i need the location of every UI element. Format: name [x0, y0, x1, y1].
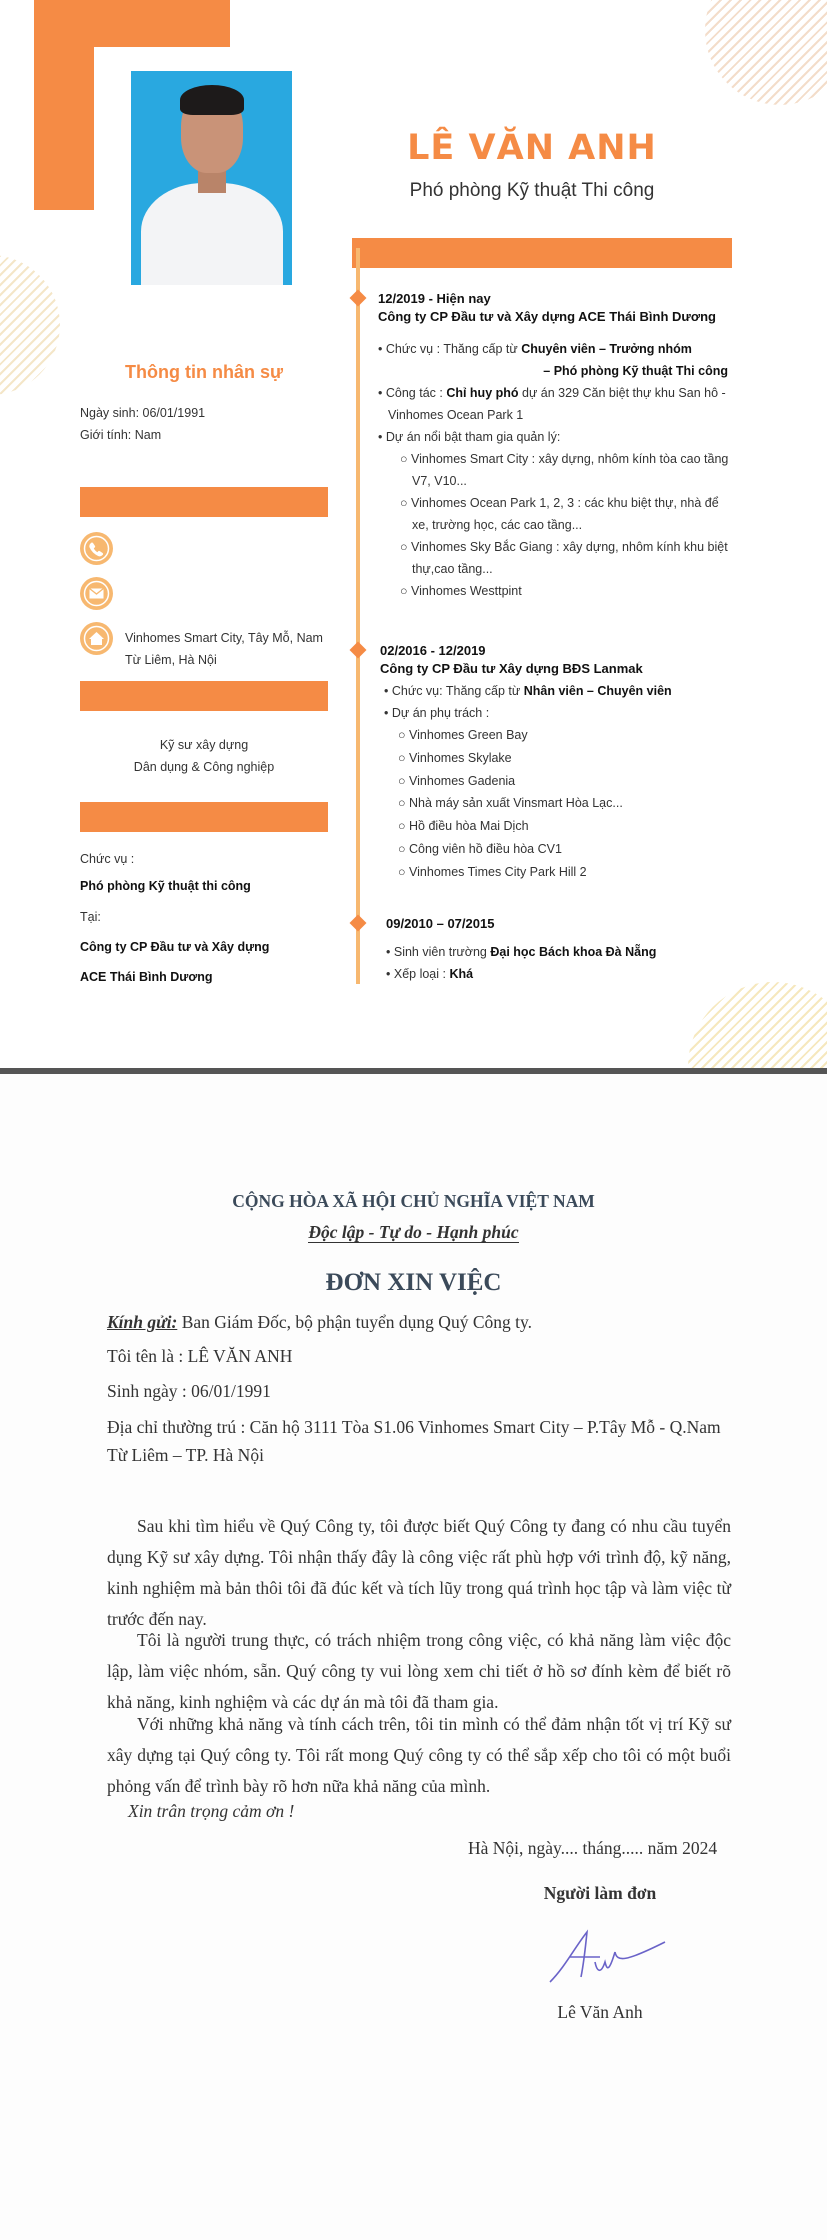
paragraph-1: Sau khi tìm hiểu về Quý Công ty, tôi được biết Quý Công ty đang có nhu cầu tuyển dụng Kỹ sư xây dựng. Tôi nhận thấy đây là công việc rất phù hợp với trình độ, kỹ năng, kinh nghiệm mà bản thôi tôi đã đúc kết và tích lũy trong quá trình học tập và làm việc từ trước đến nay. — [107, 1516, 731, 1629]
position-label: Chức vụ : — [80, 852, 135, 866]
timeline-dot — [350, 290, 367, 307]
job-1: 12/2019 - Hiện nay Công ty CP Đầu tư và Xây dựng ACE Thái Bình Dương • Chức vụ : Thăng cấp từ Chuyên viên – Trưởng nhóm – Phó phòng Kỹ thuật Thi công • Công tác : Chỉ huy phó dự án 329 Căn biệt thự khu San hô - Vinhomes Ocean Park 1 • Dự án nổi bật tham gia quản lý: ○ Vinhomes Smart City : xây dựng, nhôm kính tòa cao tầng V7, V10... ○ Vinhomes Ocean Park 1, 2, 3 : các khu biệt thự, nhà để xe, trường học, các cao tầng... ○ Vinhomes Sky Bắc Giang : xây dựng, nhôm kính khu biệt thự,cao tầng... ○ Vinhomes Westtpint — [378, 288, 738, 602]
right-header-bar — [352, 238, 732, 268]
address-line-1: Địa chỉ thường trú : Căn hộ 3111 Tòa S1.06 Vinhomes Smart City – P.Tây Mỗ - Q.Nam — [107, 1417, 721, 1437]
name-line: Tôi tên là : LÊ VĂN ANH — [107, 1346, 293, 1366]
timeline-dot — [350, 642, 367, 659]
date-line: Hà Nội, ngày.... tháng..... năm 2024 — [468, 1838, 718, 1858]
degree-2: Dân dụng & Công nghiệp — [133, 760, 275, 774]
signer-name: Lê Văn Anh — [557, 2002, 643, 2022]
position-value: Phó phòng Kỹ thuật thi công — [80, 879, 251, 893]
motto: Độc lập - Tự do - Hạnh phúc — [308, 1222, 519, 1242]
job-company: Công ty CP Đầu tư và Xây dựng ACE Thái Bình Dương — [378, 309, 716, 324]
position-bar — [80, 802, 328, 832]
timeline-dot — [350, 915, 367, 932]
contact-bar — [80, 487, 328, 517]
signature — [545, 1922, 675, 1992]
timeline-line — [356, 248, 360, 984]
paragraph-2: Tôi là người trung thực, có trách nhiệm trong công việc, có khả năng làm việc độc lập, làm việc nhóm, sẵn. Quý công ty vui lòng xem chi tiết ở hồ sơ đính kèm để biết rõ khả năng, kinh nghiệm và các dự án mà tôi đã tham gia. — [107, 1630, 731, 1712]
decor-bar-left — [34, 0, 94, 210]
cv-role: Phó phòng Kỹ thuật Thi công — [409, 180, 655, 201]
decor-circle-left — [0, 255, 60, 395]
paragraph-3: Với những khả năng và tính cách trên, tôi tin mình có thể đảm nhận tốt vị trí Kỹ sư xây dựng tại Quý công ty. Tôi rất mong Quý công ty có thể sắp xếp cho tôi có một buổi phỏng vấn để trình bày rõ hơn nữa khả năng của mình. — [107, 1714, 731, 1796]
recipient: Kính gửi: Ban Giám Đốc, bộ phận tuyển dụng Quý Công ty. — [107, 1312, 532, 1332]
thanks: Xin trân trọng cảm ơn ! — [128, 1801, 295, 1821]
profile-photo — [131, 71, 292, 285]
dob: Ngày sinh: 06/01/1991 — [80, 406, 206, 420]
dob-line: Sinh ngày : 06/01/1991 — [107, 1381, 271, 1401]
at-label: Tại: — [80, 910, 101, 924]
nation-header: CỘNG HÒA XÃ HỘI CHỦ NGHĨA VIỆT NAM — [232, 1191, 595, 1211]
address-line-2: Từ Liêm – TP. Hà Nội — [107, 1445, 264, 1465]
company-line-2: ACE Thái Bình Dương — [80, 970, 213, 984]
cv-page — [0, 0, 827, 1068]
decor-circle-top-right — [705, 0, 827, 105]
home-icon — [80, 622, 113, 655]
cover-letter-page — [0, 1074, 827, 2240]
job-date: 02/2016 - 12/2019 — [380, 643, 486, 658]
personal-info-title: Thông tin nhân sự — [124, 362, 283, 382]
letter-title: ĐƠN XIN VIỆC — [325, 1269, 502, 1296]
address: Vinhomes Smart City, Tây Mỗ, Nam Từ Liêm, Hà Nội — [125, 631, 323, 667]
phone-icon — [80, 532, 113, 565]
education: 09/2010 – 07/2015 • Sinh viên trường Đại học Bách khoa Đà Nẵng • Xếp loại : Khá — [386, 913, 726, 985]
education-bar — [80, 681, 328, 711]
job-company: Công ty CP Đầu tư Xây dựng BĐS Lanmak — [380, 661, 643, 676]
degree-1: Kỹ sư xây dựng — [159, 738, 249, 752]
job-date: 12/2019 - Hiện nay — [378, 291, 491, 306]
cv-name: LÊ VĂN ANH — [407, 128, 657, 168]
decor-circle-bottom-right — [688, 982, 827, 1068]
company-line-1: Công ty CP Đầu tư và Xây dựng — [80, 940, 270, 954]
job-2: 02/2016 - 12/2019 Công ty CP Đầu tư Xây dựng BĐS Lanmak • Chức vụ: Thăng cấp từ Nhân viên – Chuyên viên • Dự án phụ trách : ○ Vinhomes Green Bay ○ Vinhomes Skylake ○ Vinhomes Gadenia ○ Nhà máy sản xuất Vinsmart Hòa Lạc... ○ Hồ điều hòa Mai Dịch ○ Công viên hồ điều hòa CV1 ○ Vinhomes Times City Park Hill 2 — [380, 640, 730, 884]
edu-date: 09/2010 – 07/2015 — [386, 916, 495, 931]
email-icon — [80, 577, 113, 610]
gender: Giới tính: Nam — [80, 428, 162, 442]
signer-title: Người làm đơn — [543, 1883, 657, 1903]
